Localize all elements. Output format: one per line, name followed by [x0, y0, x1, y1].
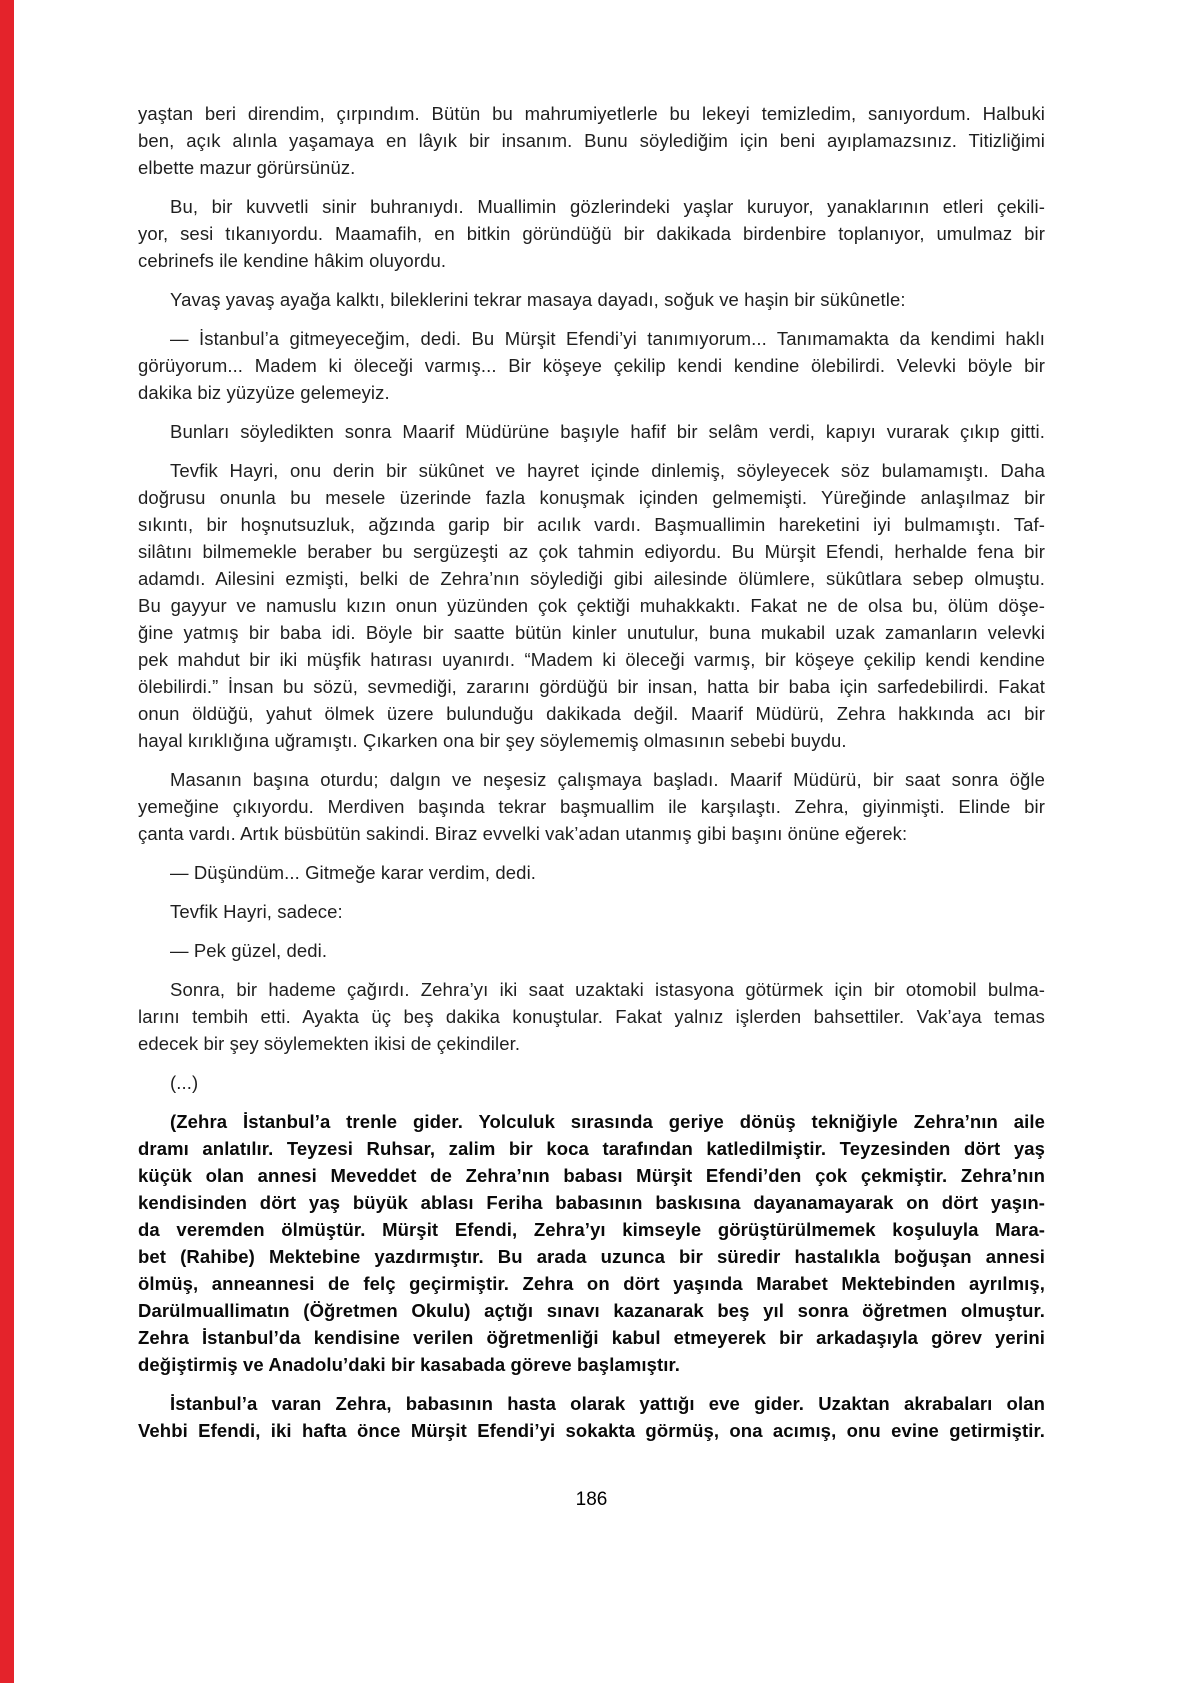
text-line: Tevfik Hayri, onu derin bir sükûnet ve hayret içinde dinlemiş, söyleyecek söz bulamamıştı. Daha: [170, 460, 1045, 481]
text-line: pek mahdut bir iki müşfik hatırası uyanırdı. “Madem ki öleceği varmış, bir köşeye çekilip kendi kendine: [138, 649, 1045, 670]
text-line: silâtını bilmemekle beraber bu sergüzeşti az çok tahmin ediyordu. Bu Mürşit Efendi, herhalde fena bir: [138, 541, 1045, 562]
text-line: bet (Rahibe) Mektebine yazdırmıştır. Bu arada uzunca bir süredir hastalıkla boğuşan annesi: [138, 1246, 1045, 1267]
text-line: yaştan beri direndim, çırpındım. Bütün bu mahrumiyetlerle bu lekeyi temizledim, sanıyordum. Halbuki: [138, 103, 1045, 124]
text-line: ğine yatmış bir baba idi. Böyle bir saatte bütün kinler unutulur, buna mukabil uzak zamanların velevki: [138, 622, 1045, 643]
text-line: — Düşündüm... Gitmeğe karar verdim, dedi.: [170, 862, 537, 883]
text-line: kendisinden dört yaş büyük ablası Feriha babasının baskısına dayanamayarak on dört yaşın-: [138, 1192, 1045, 1213]
page-edge-band: [0, 0, 14, 1683]
paragraph: [138, 457, 1045, 754]
text-line: Bunları söyledikten sonra Maarif Müdürüne başıyle hafif bir selâm verdi, kapıyı vurarak çıkıp gitti.: [170, 421, 1045, 442]
paragraph: [138, 859, 1045, 886]
page-number: 186: [575, 1489, 608, 1510]
text-line: doğrusu onunla bu mesele üzerinde fazla konuşmak içinden gelmemişti. Yüreğinde anlaşılmaz bir: [138, 487, 1045, 508]
text-line: Bu gayyur ve namuslu kızın onun yüzünden çok çektiği muhakkaktı. Fakat ne de olsa bu, ölüm döşe-: [138, 595, 1045, 616]
text-line: yemeğine çıkıyordu. Merdiven başında tekrar başmuallim ile karşılaştı. Zehra, giyinmişti. Elinde bir: [138, 796, 1045, 817]
text-line: Vehbi Efendi, iki hafta önce Mürşit Efendi’yi sokakta görmüş, ona acımış, onu evine getirmiştir.: [138, 1420, 1045, 1441]
text-line: — İstanbul’a gitmeyeceğim, dedi. Bu Mürşit Efendi’yi tanımıyorum... Tanımamakta da kendimi haklı: [170, 328, 1045, 349]
text-line: (Zehra İstanbul’a trenle gider. Yolculuk sırasında geriye dönüş tekniğiyle Zehra’nın aile: [170, 1111, 1045, 1132]
text-line: hayal kırıklığına uğramıştı. Çıkarken ona bir şey söylememiş olmasının sebebi buydu.: [138, 730, 847, 751]
paragraph: [138, 898, 1045, 925]
text-line: elbette mazur görürsünüz.: [138, 157, 356, 178]
text-line: ölmüş, anneannesi de felç geçirmiştir. Zehra on dört yaşında Marabet Mektebinden ayrılmış,: [138, 1273, 1045, 1294]
text-line: küçük olan annesi Meveddet de Zehra’nın babası Mürşit Efendi’den çok çekmiştir. Zehra’nın: [138, 1165, 1045, 1186]
paragraph: [138, 193, 1045, 274]
paragraph: [138, 766, 1045, 847]
text-line: (...): [170, 1072, 199, 1093]
text-line: görüyorum... Madem ki öleceği varmış... Bir köşeye çekilip kendi kendine ölebilirdi. Velevki böyle bir: [138, 355, 1045, 376]
text-line: cebrinefs ile kendine hâkim oluyordu.: [138, 250, 447, 271]
document-page: [138, 100, 1045, 1512]
text-line: çanta vardı. Artık büsbütün sakindi. Biraz evvelki vak’adan utanmış gibi başını önüne eğerek:: [138, 823, 908, 844]
paragraph: [138, 286, 1045, 313]
paragraph: [138, 418, 1045, 445]
paragraph: [138, 100, 1045, 181]
paragraph: [138, 1108, 1045, 1378]
text-line: Tevfik Hayri, sadece:: [170, 901, 343, 922]
text-line: — Pek güzel, dedi.: [170, 940, 328, 961]
text-line: değiştirmiş ve Anadolu’daki bir kasabada göreve başlamıştır.: [138, 1354, 681, 1375]
text-line: adamdı. Ailesini ezmişti, belki de Zehra’nın söylediği gibi ailesinde ölümlere, sükûtlara sebep olmuştu.: [138, 568, 1045, 589]
text-line: yor, sesi tıkanıyordu. Maamafih, en bitkin göründüğü bir dakikada birdenbire toplanıyor, umulmaz bir: [138, 223, 1045, 244]
text-line: dakika biz yüzyüze gelemeyiz.: [138, 382, 390, 403]
text-line: ölebilirdi.” İnsan bu sözü, sevmediği, zararını gördüğü bir insan, hatta bir baba için sarfedebilirdi. Fakat: [138, 676, 1045, 697]
text-line: edecek bir şey söylemekten ikisi de çekindiler.: [138, 1033, 521, 1054]
text-line: da veremden ölmüştür. Mürşit Efendi, Zehra’yı kimseyle görüştürülmemek koşuluyla Mara-: [138, 1219, 1045, 1240]
text-line: Yavaş yavaş ayağa kalktı, bileklerini tekrar masaya dayadı, soğuk ve haşin bir sükûnetle:: [170, 289, 906, 310]
paragraph: [138, 937, 1045, 964]
text-line: ben, açık alınla yaşamaya en lâyık bir insanım. Bunu söylediğim için beni ayıplamazsınız. Titizliğimi: [138, 130, 1045, 151]
text-line: Darülmuallimatın (Öğretmen Okulu) açtığı sınavı kazanarak beş yıl sonra öğretmen olmuştur.: [138, 1300, 1045, 1321]
paragraph: [138, 976, 1045, 1057]
text-line: İstanbul’a varan Zehra, babasının hasta olarak yattığı eve gider. Uzaktan akrabaları olan: [170, 1393, 1045, 1414]
text-line: dramı anlatılır. Teyzesi Ruhsar, zalim bir koca tarafından katledilmiştir. Teyzesinden dört yaş: [138, 1138, 1045, 1159]
paragraph: [138, 1069, 1045, 1096]
text-line: Zehra İstanbul’da kendisine verilen öğretmenliği kabul etmeyerek bir arkadaşıyla görev yerini: [138, 1327, 1045, 1348]
text-line: Masanın başına oturdu; dalgın ve neşesiz çalışmaya başladı. Maarif Müdürü, bir saat sonra öğle: [170, 769, 1045, 790]
text-line: Sonra, bir hademe çağırdı. Zehra’yı iki saat uzaktaki istasyona götürmek için bir otomobil bulma-: [170, 979, 1045, 1000]
text-line: larını tembih etti. Ayakta üç beş dakika konuştular. Fakat yalnız işlerden bahsettiler. Vak’aya temas: [138, 1006, 1045, 1027]
text-line: onun öldüğü, yahut ölmek üzere bulunduğu dakikada değil. Maarif Müdürü, Zehra hakkında acı bir: [138, 703, 1045, 724]
paragraph: [138, 325, 1045, 406]
text-line: Bu, bir kuvvetli sinir buhranıydı. Muallimin gözlerindeki yaşlar kuruyor, yanaklarının etleri çekili-: [170, 196, 1045, 217]
text-block: [138, 100, 1045, 1444]
paragraph: [138, 1390, 1045, 1444]
text-line: sıkıntı, bir hoşnutsuzluk, ağzında garip bir acılık vardı. Başmuallimin hareketini iyi bulmamıştı. Taf-: [138, 514, 1045, 535]
